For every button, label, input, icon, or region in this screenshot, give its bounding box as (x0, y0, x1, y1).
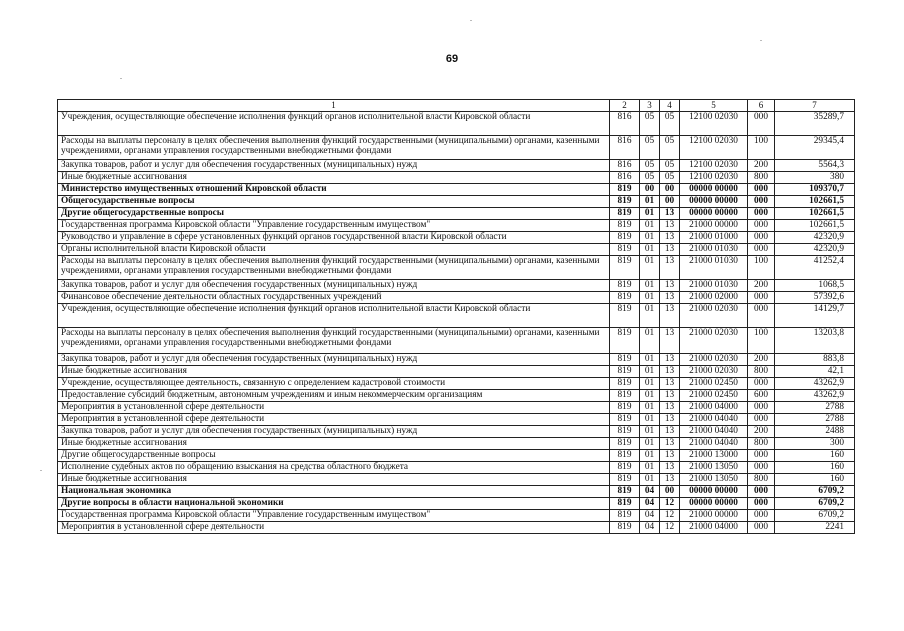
row-type-cell: 000 (748, 184, 775, 196)
row-name-cell: Учреждение, осуществляющее деятельность, связанную с определением кадастровой стоимости (58, 378, 610, 390)
row-subsection-cell: 13 (660, 438, 680, 450)
row-type-cell: 200 (748, 354, 775, 366)
row-section-cell: 01 (640, 256, 660, 280)
row-type-cell: 000 (748, 450, 775, 462)
row-type-cell: 100 (748, 136, 775, 160)
row-target-cell: 21000 04000 (680, 522, 748, 534)
row-section-cell: 01 (640, 462, 660, 474)
row-target-cell: 00000 00000 (680, 486, 748, 498)
row-name-cell: Закупка товаров, работ и услуг для обеспечения государственных (муниципальных) нужд (58, 160, 610, 172)
row-subsection-cell: 13 (660, 232, 680, 244)
row-target-cell: 21000 01030 (680, 280, 748, 292)
row-type-cell: 000 (748, 292, 775, 304)
row-amount-cell: 2788 (775, 402, 855, 414)
header-cell: 2 (610, 100, 640, 112)
table-row (58, 292, 855, 304)
table-row (58, 160, 855, 172)
row-code-cell: 819 (610, 354, 640, 366)
row-name-cell: Расходы на выплаты персоналу в целях обеспечения выполнения функций государственными (муниципальными) органами, казенными учреждениями, органами управления государственными внебюджетными фондами (58, 256, 610, 280)
row-subsection-cell: 12 (660, 510, 680, 522)
row-type-cell: 000 (748, 112, 775, 136)
row-section-cell: 01 (640, 426, 660, 438)
table-row (58, 136, 855, 160)
row-type-cell: 800 (748, 438, 775, 450)
row-target-cell: 00000 00000 (680, 196, 748, 208)
row-target-cell: 00000 00000 (680, 184, 748, 196)
row-section-cell: 01 (640, 366, 660, 378)
row-code-cell: 819 (610, 510, 640, 522)
table-row (58, 196, 855, 208)
row-subsection-cell: 05 (660, 112, 680, 136)
row-section-cell: 01 (640, 292, 660, 304)
header-cell: 1 (58, 100, 610, 112)
row-type-cell: 600 (748, 390, 775, 402)
row-name-cell: Мероприятия в установленной сфере деятельности (58, 522, 610, 534)
table-row (58, 486, 855, 498)
row-target-cell: 21000 04040 (680, 438, 748, 450)
table-row (58, 256, 855, 280)
row-subsection-cell: 13 (660, 328, 680, 354)
row-name-cell: Национальная экономика (58, 486, 610, 498)
row-subsection-cell: 13 (660, 292, 680, 304)
row-code-cell: 819 (610, 292, 640, 304)
scan-speck (470, 20, 472, 21)
row-section-cell: 05 (640, 112, 660, 136)
table-row (58, 510, 855, 522)
row-section-cell: 01 (640, 438, 660, 450)
page-number: 69 (445, 53, 459, 65)
row-type-cell: 000 (748, 378, 775, 390)
row-code-cell: 819 (610, 486, 640, 498)
row-code-cell: 819 (610, 366, 640, 378)
table-row (58, 462, 855, 474)
table-row (58, 522, 855, 534)
table-row (58, 426, 855, 438)
row-section-cell: 05 (640, 160, 660, 172)
row-type-cell: 000 (748, 498, 775, 510)
row-type-cell: 100 (748, 256, 775, 280)
row-code-cell: 819 (610, 402, 640, 414)
row-amount-cell: 43262,9 (775, 390, 855, 402)
row-amount-cell: 6709,2 (775, 498, 855, 510)
row-type-cell: 000 (748, 220, 775, 232)
table-row (58, 220, 855, 232)
row-section-cell: 01 (640, 232, 660, 244)
row-section-cell: 01 (640, 402, 660, 414)
table-row (58, 378, 855, 390)
row-type-cell: 200 (748, 426, 775, 438)
row-amount-cell: 41252,4 (775, 256, 855, 280)
row-amount-cell: 102661,5 (775, 208, 855, 220)
row-type-cell: 000 (748, 304, 775, 328)
row-subsection-cell: 13 (660, 426, 680, 438)
row-subsection-cell: 13 (660, 378, 680, 390)
scan-speck (40, 470, 42, 471)
row-name-cell: Иные бюджетные ассигнования (58, 438, 610, 450)
row-subsection-cell: 13 (660, 414, 680, 426)
row-amount-cell: 883,8 (775, 354, 855, 366)
row-name-cell: Другие общегосударственные вопросы (58, 208, 610, 220)
row-section-cell: 01 (640, 220, 660, 232)
row-name-cell: Другие вопросы в области национальной экономики (58, 498, 610, 510)
row-section-cell: 04 (640, 522, 660, 534)
row-type-cell: 000 (748, 414, 775, 426)
row-type-cell: 000 (748, 196, 775, 208)
table-row (58, 402, 855, 414)
row-amount-cell: 13203,8 (775, 328, 855, 354)
row-amount-cell: 102661,5 (775, 220, 855, 232)
row-section-cell: 01 (640, 196, 660, 208)
row-type-cell: 000 (748, 486, 775, 498)
row-amount-cell: 2241 (775, 522, 855, 534)
row-name-cell: Учреждения, осуществляющие обеспечение исполнения функций органов исполнительной власти Кировской области (58, 304, 610, 328)
header-row (58, 100, 855, 112)
row-section-cell: 01 (640, 378, 660, 390)
row-subsection-cell: 13 (660, 220, 680, 232)
row-amount-cell: 1068,5 (775, 280, 855, 292)
row-type-cell: 000 (748, 402, 775, 414)
row-target-cell: 21000 01030 (680, 256, 748, 280)
row-subsection-cell: 13 (660, 280, 680, 292)
row-code-cell: 819 (610, 196, 640, 208)
row-amount-cell: 300 (775, 438, 855, 450)
row-amount-cell: 57392,6 (775, 292, 855, 304)
row-code-cell: 816 (610, 160, 640, 172)
row-amount-cell: 6709,2 (775, 486, 855, 498)
row-type-cell: 000 (748, 522, 775, 534)
row-subsection-cell: 13 (660, 354, 680, 366)
row-amount-cell: 42320,9 (775, 232, 855, 244)
row-subsection-cell: 05 (660, 160, 680, 172)
row-name-cell: Расходы на выплаты персоналу в целях обеспечения выполнения функций государственными (муниципальными) органами, казенными учреждениями, органами управления государственными внебюджетными фондами (58, 328, 610, 354)
row-section-cell: 01 (640, 304, 660, 328)
table-row (58, 414, 855, 426)
row-target-cell: 21000 01030 (680, 244, 748, 256)
row-amount-cell: 42,1 (775, 366, 855, 378)
row-code-cell: 819 (610, 450, 640, 462)
row-name-cell: Мероприятия в установленной сфере деятельности (58, 402, 610, 414)
row-target-cell: 00000 00000 (680, 208, 748, 220)
row-target-cell: 21000 13050 (680, 462, 748, 474)
row-code-cell: 819 (610, 184, 640, 196)
row-code-cell: 816 (610, 172, 640, 184)
row-target-cell: 12100 02030 (680, 136, 748, 160)
row-section-cell: 05 (640, 136, 660, 160)
row-type-cell: 200 (748, 160, 775, 172)
row-name-cell: Другие общегосударственные вопросы (58, 450, 610, 462)
row-code-cell: 819 (610, 474, 640, 486)
row-amount-cell: 160 (775, 462, 855, 474)
table-row (58, 244, 855, 256)
row-name-cell: Органы исполнительной власти Кировской области (58, 244, 610, 256)
row-name-cell: Мероприятия в установленной сфере деятельности (58, 414, 610, 426)
row-type-cell: 800 (748, 172, 775, 184)
row-section-cell: 00 (640, 184, 660, 196)
row-type-cell: 000 (748, 208, 775, 220)
row-section-cell: 04 (640, 486, 660, 498)
row-name-cell: Закупка товаров, работ и услуг для обеспечения государственных (муниципальных) нужд (58, 354, 610, 366)
row-amount-cell: 43262,9 (775, 378, 855, 390)
row-code-cell: 819 (610, 462, 640, 474)
row-amount-cell: 42320,9 (775, 244, 855, 256)
row-subsection-cell: 13 (660, 390, 680, 402)
header-cell: 6 (748, 100, 775, 112)
row-amount-cell: 102661,5 (775, 196, 855, 208)
row-section-cell: 04 (640, 498, 660, 510)
row-section-cell: 01 (640, 280, 660, 292)
row-code-cell: 819 (610, 522, 640, 534)
row-type-cell: 800 (748, 474, 775, 486)
row-name-cell: Государственная программа Кировской области "Управление государственным имуществом" (58, 220, 610, 232)
row-target-cell: 21000 01000 (680, 232, 748, 244)
row-amount-cell: 160 (775, 474, 855, 486)
row-amount-cell: 29345,4 (775, 136, 855, 160)
row-subsection-cell: 13 (660, 304, 680, 328)
row-name-cell: Закупка товаров, работ и услуг для обеспечения государственных (муниципальных) нужд (58, 426, 610, 438)
header-cell: 5 (680, 100, 748, 112)
row-section-cell: 01 (640, 244, 660, 256)
row-target-cell: 21000 04040 (680, 414, 748, 426)
row-amount-cell: 160 (775, 450, 855, 462)
table-row (58, 304, 855, 328)
row-subsection-cell: 00 (660, 196, 680, 208)
row-amount-cell: 380 (775, 172, 855, 184)
row-target-cell: 21000 02030 (680, 354, 748, 366)
scan-speck (760, 40, 762, 41)
row-name-cell: Иные бюджетные ассигнования (58, 366, 610, 378)
row-target-cell: 21000 00000 (680, 510, 748, 522)
row-code-cell: 819 (610, 378, 640, 390)
row-subsection-cell: 00 (660, 486, 680, 498)
row-subsection-cell: 13 (660, 208, 680, 220)
row-type-cell: 000 (748, 462, 775, 474)
row-section-cell: 05 (640, 172, 660, 184)
header-cell: 3 (640, 100, 660, 112)
row-name-cell: Учреждения, осуществляющие обеспечение исполнения функций органов исполнительной власти Кировской области (58, 112, 610, 136)
budget-table (57, 99, 855, 534)
row-subsection-cell: 05 (660, 172, 680, 184)
row-subsection-cell: 13 (660, 462, 680, 474)
row-subsection-cell: 13 (660, 402, 680, 414)
row-name-cell: Руководство и управление в сфере установленных функций органов государственной власти Кировской области (58, 232, 610, 244)
row-target-cell: 12100 02030 (680, 160, 748, 172)
row-code-cell: 819 (610, 426, 640, 438)
row-name-cell: Финансовое обеспечение деятельности областных государственных учреждений (58, 292, 610, 304)
row-name-cell: Предоставление субсидий бюджетным, автономным учреждениям и иным некоммерческим организациям (58, 390, 610, 402)
row-name-cell: Расходы на выплаты персоналу в целях обеспечения выполнения функций государственными (муниципальными) органами, казенными учреждениями, органами управления государственными внебюджетными фондами (58, 136, 610, 160)
row-name-cell: Государственная программа Кировской области "Управление государственным имуществом" (58, 510, 610, 522)
table-row (58, 498, 855, 510)
row-code-cell: 819 (610, 328, 640, 354)
row-type-cell: 100 (748, 328, 775, 354)
row-subsection-cell: 13 (660, 366, 680, 378)
row-code-cell: 819 (610, 220, 640, 232)
row-code-cell: 819 (610, 304, 640, 328)
table-row (58, 450, 855, 462)
row-target-cell: 12100 02030 (680, 172, 748, 184)
table-row (58, 366, 855, 378)
row-name-cell: Иные бюджетные ассигнования (58, 474, 610, 486)
row-amount-cell: 6709,2 (775, 510, 855, 522)
row-name-cell: Исполнение судебных актов по обращению взыскания на средства областного бюджета (58, 462, 610, 474)
row-amount-cell: 35289,7 (775, 112, 855, 136)
row-subsection-cell: 12 (660, 498, 680, 510)
row-target-cell: 21000 13000 (680, 450, 748, 462)
table-row (58, 328, 855, 354)
row-code-cell: 816 (610, 112, 640, 136)
row-section-cell: 01 (640, 450, 660, 462)
row-subsection-cell: 05 (660, 136, 680, 160)
row-subsection-cell: 13 (660, 450, 680, 462)
row-target-cell: 21000 04000 (680, 402, 748, 414)
row-code-cell: 819 (610, 280, 640, 292)
row-type-cell: 000 (748, 232, 775, 244)
row-name-cell: Министерство имущественных отношений Кировской области (58, 184, 610, 196)
row-section-cell: 01 (640, 474, 660, 486)
table-row (58, 438, 855, 450)
row-code-cell: 819 (610, 414, 640, 426)
row-code-cell: 819 (610, 498, 640, 510)
header-cell: 4 (660, 100, 680, 112)
row-code-cell: 819 (610, 390, 640, 402)
row-target-cell: 12100 02030 (680, 112, 748, 136)
row-subsection-cell: 13 (660, 256, 680, 280)
row-code-cell: 819 (610, 244, 640, 256)
row-target-cell: 21000 13050 (680, 474, 748, 486)
row-amount-cell: 2788 (775, 414, 855, 426)
row-type-cell: 000 (748, 244, 775, 256)
row-section-cell: 01 (640, 208, 660, 220)
row-section-cell: 01 (640, 354, 660, 366)
row-section-cell: 01 (640, 414, 660, 426)
row-target-cell: 21000 02450 (680, 390, 748, 402)
row-name-cell: Иные бюджетные ассигнования (58, 172, 610, 184)
table-row (58, 390, 855, 402)
row-subsection-cell: 13 (660, 244, 680, 256)
row-code-cell: 819 (610, 208, 640, 220)
table-row (58, 232, 855, 244)
table-row (58, 354, 855, 366)
row-code-cell: 816 (610, 136, 640, 160)
row-code-cell: 819 (610, 232, 640, 244)
row-section-cell: 01 (640, 390, 660, 402)
budget-table-body (58, 100, 855, 534)
row-amount-cell: 2488 (775, 426, 855, 438)
row-target-cell: 21000 00000 (680, 220, 748, 232)
row-name-cell: Закупка товаров, работ и услуг для обеспечения государственных (муниципальных) нужд (58, 280, 610, 292)
row-type-cell: 200 (748, 280, 775, 292)
row-section-cell: 01 (640, 328, 660, 354)
scan-speck (120, 78, 122, 79)
table-row (58, 474, 855, 486)
row-subsection-cell: 00 (660, 184, 680, 196)
row-target-cell: 00000 00000 (680, 498, 748, 510)
table-row (58, 208, 855, 220)
row-code-cell: 819 (610, 256, 640, 280)
row-target-cell: 21000 02000 (680, 292, 748, 304)
row-target-cell: 21000 02030 (680, 366, 748, 378)
row-amount-cell: 14129,7 (775, 304, 855, 328)
row-type-cell: 800 (748, 366, 775, 378)
row-subsection-cell: 13 (660, 474, 680, 486)
table-row (58, 280, 855, 292)
table-row (58, 112, 855, 136)
header-cell: 7 (775, 100, 855, 112)
row-amount-cell: 5564,3 (775, 160, 855, 172)
row-name-cell: Общегосударственные вопросы (58, 196, 610, 208)
row-target-cell: 21000 04040 (680, 426, 748, 438)
row-amount-cell: 109370,7 (775, 184, 855, 196)
row-code-cell: 819 (610, 438, 640, 450)
row-subsection-cell: 12 (660, 522, 680, 534)
table-row (58, 172, 855, 184)
table-row (58, 184, 855, 196)
row-type-cell: 000 (748, 510, 775, 522)
row-target-cell: 21000 02450 (680, 378, 748, 390)
row-target-cell: 21000 02030 (680, 328, 748, 354)
row-section-cell: 04 (640, 510, 660, 522)
row-target-cell: 21000 02030 (680, 304, 748, 328)
